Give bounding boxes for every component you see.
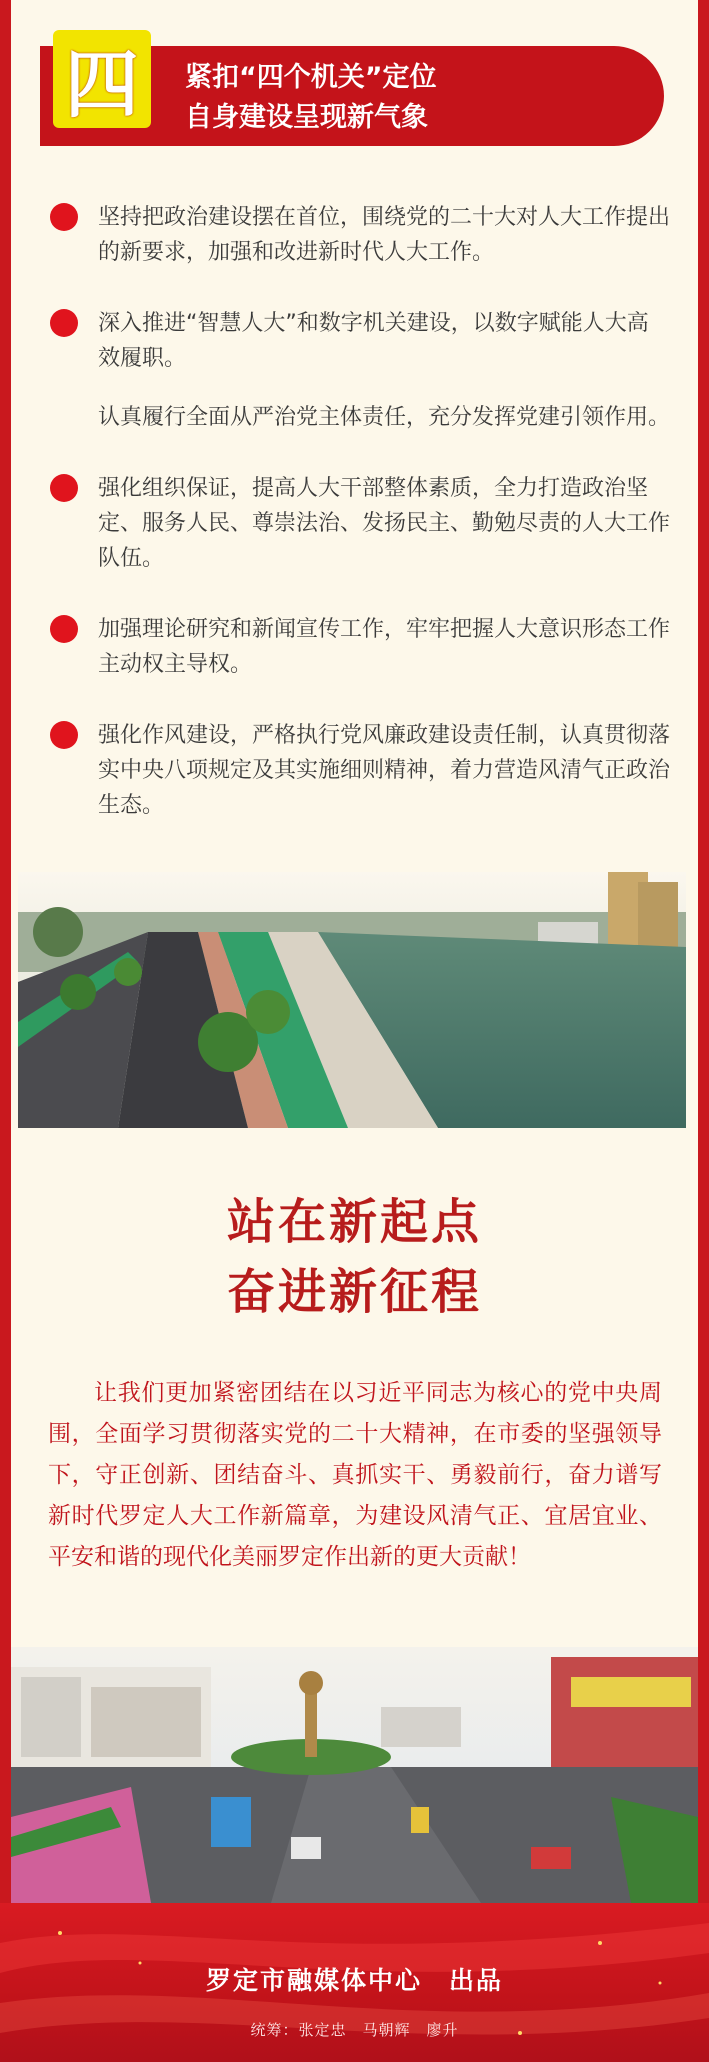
producer-title: 罗定市融媒体中心 出品 [205,1966,503,1995]
list-item-text: 深入推进“智慧人大”和数字机关建设，以数字赋能人大高效履职。 [98,311,649,371]
list-item-text: 坚持把政治建设摆在首位，围绕党的二十大对人大工作提出的新要求，加强和改进新时代人大工作。 [98,205,671,265]
list-item [50,471,670,576]
list-item [50,718,670,823]
right-red-border [698,0,709,2062]
bullet-dot-icon [50,309,78,337]
bullet-dot-icon [50,615,78,643]
closing-paragraph: 让我们更加紧密团结在以习近平同志为核心的党中央周围，全面学习贯彻落实党的二十大精神，在市委的坚强领导下，守正创新、团结奋斗、真抓实干、勇毅前行，奋力谱写新时代罗定人大工作新篇章，为建设风清气正、宜居宜业、平安和谐的现代化美丽罗定作出新的更大贡献！ [48,1380,662,1570]
section-title-line-2: 自身建设呈现新气象 [185,102,428,133]
bullet-dot-icon [50,721,78,749]
list-item-text: 加强理论研究和新闻宣传工作，牢牢把握人大意识形态工作主动权主导权。 [98,617,671,677]
section-title-line-1: 紧扣“四个机关”定位 [185,62,437,93]
bullet-dot-icon [50,203,78,231]
list-item [50,200,670,270]
list-item [50,306,670,435]
section-title [185,58,437,138]
list-item-text: 强化组织保证，提高人大干部整体素质，全力打造政治坚定、服务人民、尊崇法治、发扬民主、勤勉尽责的人大工作队伍。 [98,476,671,571]
section-number: 四 [65,42,139,128]
list-item-text: 强化作风建设，严格执行党风廉政建设责任制，认真贯彻落实中央八项规定及其实施细则精神，着力营造风清气正政治生态。 [98,723,671,818]
bullet-dot-icon [50,474,78,502]
city-roundabout-photo [11,1647,698,1903]
list-item-extra-text: 认真履行全面从严治党主体责任，充分发挥党建引领作用。 [98,405,671,430]
footer-banner [0,1903,709,2062]
measures-list [50,200,670,823]
producer-credits: 统筹：张定忠 马朝辉 廖升 [250,2021,459,2039]
section-number-badge [53,30,151,128]
slogan-line-1: 站在新起点 [226,1194,482,1250]
list-item [50,612,670,682]
riverside-road-photo [18,872,686,1128]
left-red-border [0,0,11,2062]
slogan-line-2: 奋进新征程 [226,1264,482,1320]
